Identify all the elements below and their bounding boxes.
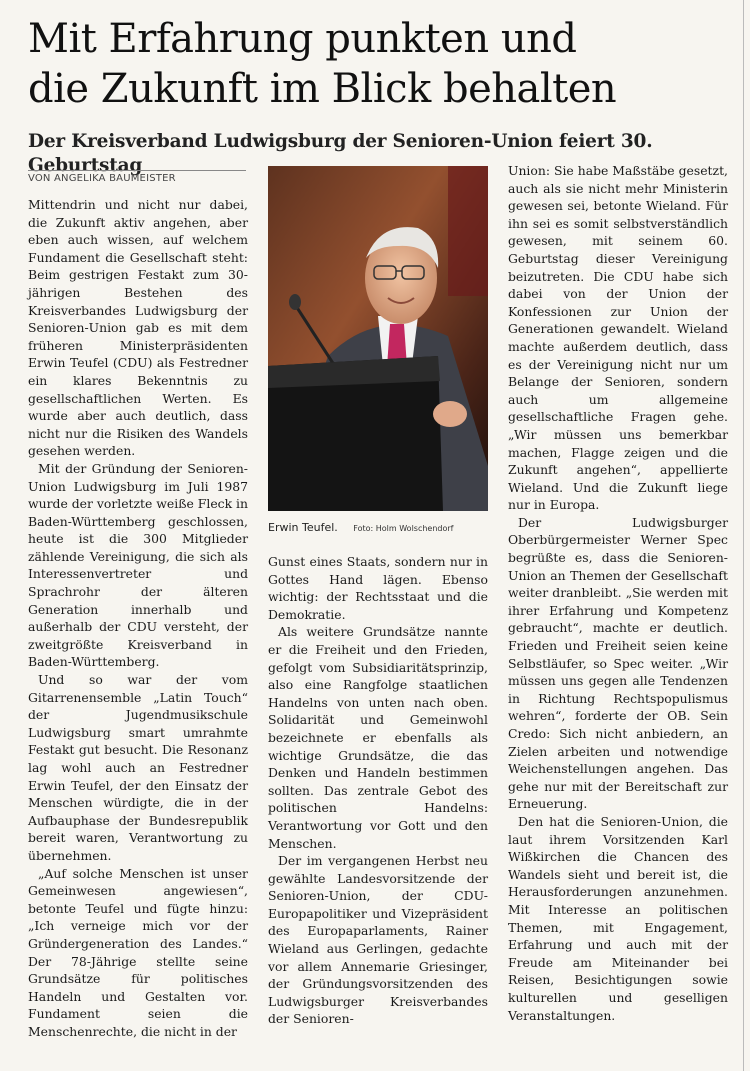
caption-text: Erwin Teufel. — [268, 521, 338, 534]
paragraph: Mittendrin und nicht nur dabei, die Zukunft aktiv angehen, aber eben auch wissen, auf welchem Fundament die Gesellschaft steht: Beim gestrigen Festakt zum 30-jährigen Bestehen des Kreisverbandes Ludwigsburg der Senioren-Union gab es mit dem früheren Ministerpräsidenten Erwin Teufel (CDU) als Festredner ein klares Bekenntnis zu gesellschaftlichen Werten. Es wurde aber auch deutlich, dass nicht nur die Risiken des Wandels gesehen werden. — [28, 197, 248, 459]
paragraph: Der im vergangenen Herbst neu gewählte Landesvorsitzende der Senioren-Union, der CDU-Europapolitiker und Vizepräsident des Europaparlaments, Rainer Wieland aus Gerlingen, gedachte vor allem Annemarie Griesinger, der Gründungsvorsitzenden des Ludwigsburger Kreisverbandes der Senioren- — [268, 853, 488, 1027]
photo-caption — [268, 521, 488, 534]
page-edge-rule — [743, 0, 744, 1071]
text-column-3 — [508, 162, 728, 1052]
paragraph: Union: Sie habe Maßstäbe gesetzt, auch als sie nicht mehr Ministerin gewesen sei, betonte Wieland. Für ihn sei es somit selbstverständlich gewesen, mit seinem 60. Geburtstag dieser Vereinigung beizutreten. Die CDU habe sich dabei von der Union der Konfessionen zur Union der Generationen gewandelt. Wieland machte außerdem deutlich, dass es der Vereinigung nicht nur um Belange der Senioren, sondern auch um allgemeine gesellschaftliche Fragen gehe. „Wir müssen uns bemerkbar machen, Flagge zeigen und die Zukunft angehen“, appellierte Wieland. Und die Zukunft liege nur in Europa. — [508, 163, 728, 513]
headline — [28, 14, 728, 114]
headline-line-1: Mit Erfahrung punkten und — [28, 16, 577, 62]
photo-illustration — [268, 166, 488, 511]
byline: VON ANGELIKA BAUMEISTER — [28, 170, 246, 184]
text-column-1 — [28, 196, 248, 1046]
paragraph: Und so war der vom Gitarrenensemble „Latin Touch“ der Jugendmusikschule Ludwigsburg smart umrahmte Festakt gut besucht. Die Resonanz lag wohl auch an Festredner Erwin Teufel, der den Einsatz der Menschen würdigte, die in der Aufbauphase der Bundesrepublik bereit waren, Verantwortung zu übernehmen. — [28, 672, 248, 863]
subheadline: Der Kreisverband Ludwigsburg der Senioren-Union feiert 30. Geburtstag — [28, 131, 653, 176]
paragraph: „Auf solche Menschen ist unser Gemeinwesen angewiesen“, betonte Teufel und fügte hinzu: „Ich verneige mich vor der Gründergeneration des Landes.“ Der 78-Jährige stellte seine Grundsätze für politisches Handeln und Gestalten vor. Fundament seien die Menschenrechte, die nicht in der — [28, 865, 248, 1039]
text-column-2 — [268, 553, 488, 1053]
paragraph: Der Ludwigsburger Oberbürgermeister Werner Spec begrüßte es, dass die Senioren-Union an Themen der Gesellschaft weiter dranbleibt. „Sie werden mit ihrer Erfahrung und Kompetenz gebraucht“, machte er deutlich. Frieden und Freiheit seien keine Selbstläufer, so Spec weiter. „Wir müssen uns gegen alle Tendenzen in Richtung Rechtspopulismus wehren“, forderte der OB. Sein Credo: Sich nicht anbiedern, an Zielen arbeiten und notwendige Weichenstellungen angehen. Das gehe nur mit der Bereitschaft zur Erneuerung. — [508, 514, 728, 812]
paragraph: Gunst eines Staats, sondern nur in Gottes Hand lägen. Ebenso wichtig: der Rechtsstaat und die Demokratie. — [268, 554, 488, 622]
headline-line-2: die Zukunft im Blick behalten — [28, 66, 617, 112]
photo-credit: Foto: Holm Wolschendorf — [353, 524, 454, 533]
paragraph: Als weitere Grundsätze nannte er die Freiheit und den Frieden, gefolgt vom Subsidiaritätsprinzip, also eine Rangfolge staatlichen Handelns von unten nach oben. Solidarität und Gemeinwohl bezeichnete er ebenfalls als wichtige Grundsätze, die das Denken und Handeln bestimmen sollten. Das zentrale Gebot des politischen Handelns: Verantwortung vor Gott und den Menschen. — [268, 624, 488, 851]
paragraph: Den hat die Senioren-Union, die laut ihrem Vorsitzenden Karl Wißkirchen die Chancen des Wandels sieht und bereit ist, die Herausforderungen anzunehmen. Mit Interesse an politischen Themen, mit Engagement, Erfahrung und auch mit der Freude am Miteinander bei Reisen, Besichtigungen sowie kulturellen und geselligen Veranstaltungen. — [508, 813, 728, 1023]
photo-erwin-teufel — [268, 166, 488, 511]
paragraph: Mit der Gründung der Senioren-Union Ludwigsburg im Juli 1987 wurde der vorletzte weiße Fleck in Baden-Württemberg geschlossen, heute ist die 300 Mitglieder zählende Vereinigung, die sich als Interessenvertreter und Sprachrohr der älteren Generation innerhalb und außerhalb der CDU versteht, der zweitgrößte Kreisverband in Baden-Württemberg. — [28, 460, 248, 670]
